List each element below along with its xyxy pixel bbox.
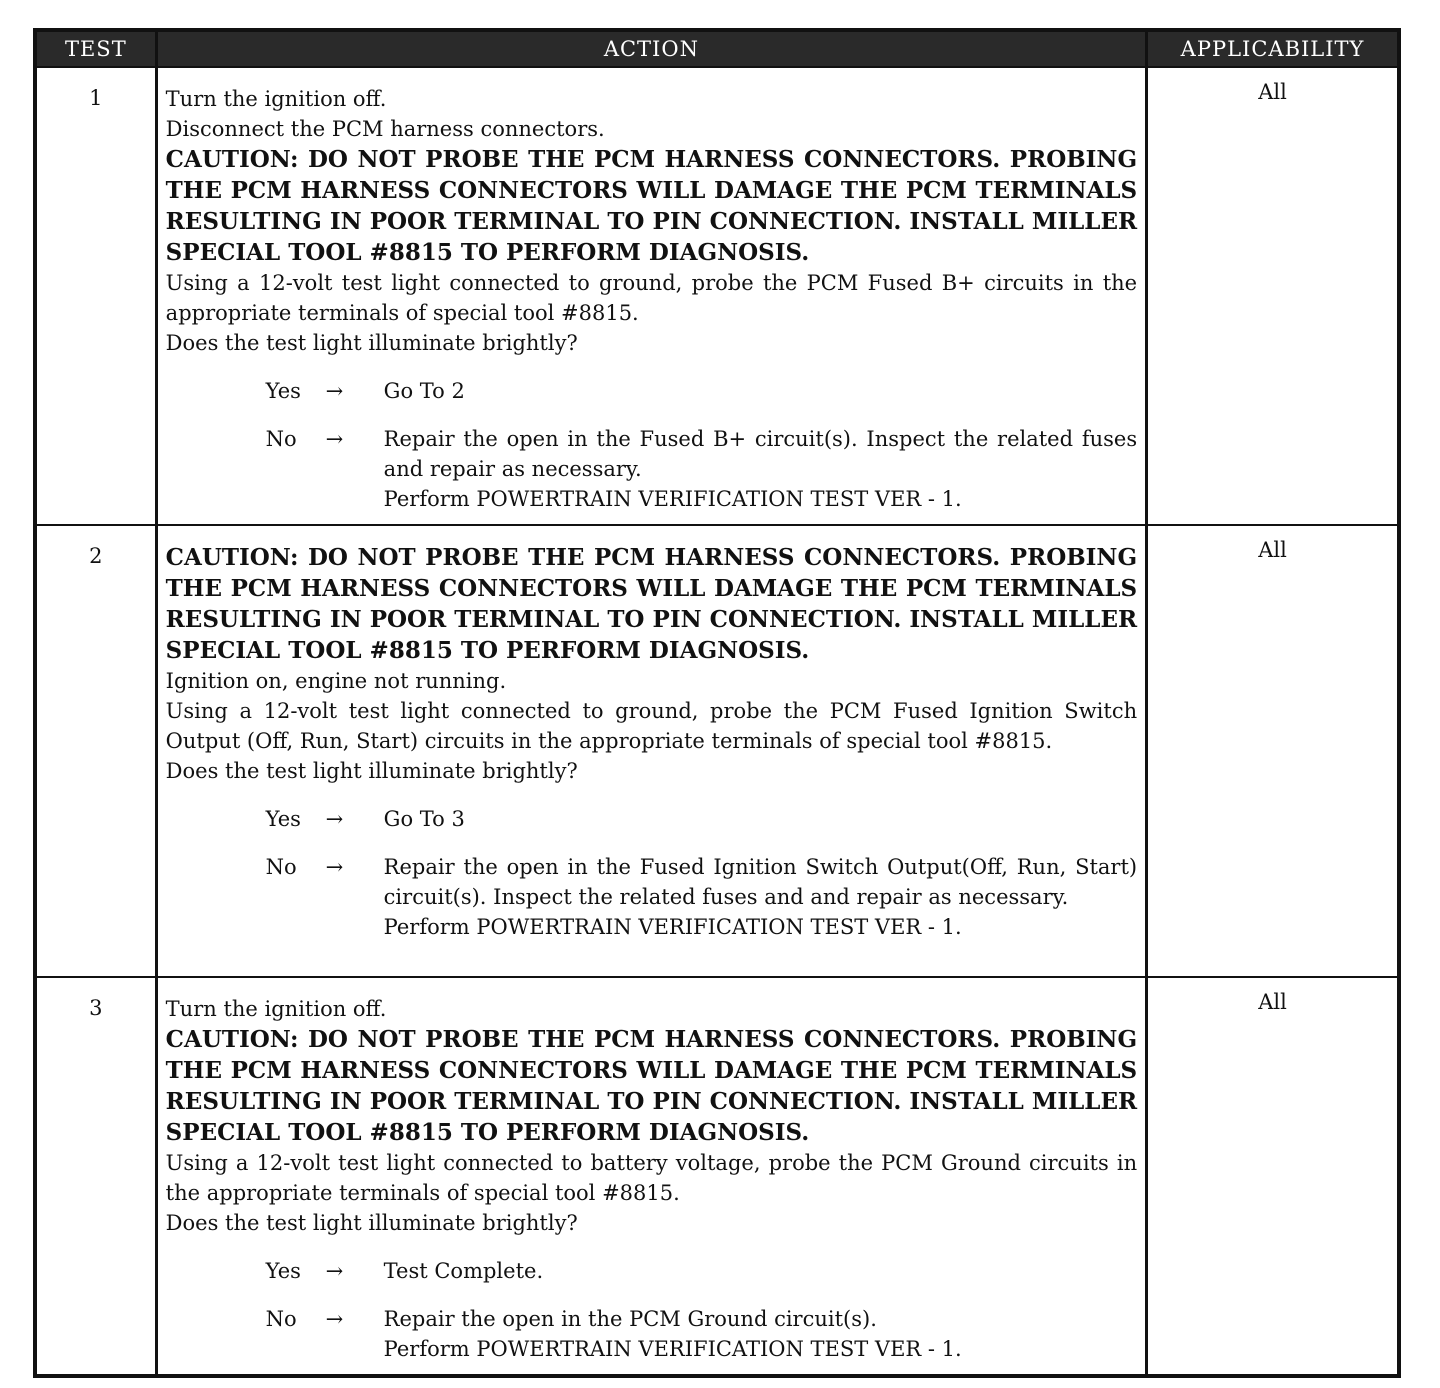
action-cell <box>156 67 1146 525</box>
question-text: Does the test light illuminate brightly? <box>165 1211 578 1235</box>
action-step: Using a 12-volt test light connected to ground, probe the PCM Fused B+ circuits in the appropriate terminals of special tool #8815. <box>165 271 1138 325</box>
outcome-yes <box>166 1256 1137 1286</box>
action-step: Turn the ignition off. <box>165 997 387 1021</box>
result-line: Repair the open in the PCM Ground circuit(s). <box>383 1307 877 1331</box>
yes-label: Yes <box>265 379 301 403</box>
action-step: Using a 12-volt test light connected to battery voltage, probe the PCM Ground circuits in the appropriate terminals of special tool #8815. <box>165 1151 1138 1205</box>
outcome-yes <box>166 804 1137 834</box>
applicability-value: All <box>1147 525 1399 977</box>
no-result <box>384 424 1137 514</box>
test-number: 1 <box>35 67 156 525</box>
outcome-list <box>166 376 1137 514</box>
result-line: Perform POWERTRAIN VERIFICATION TEST VER - 1. <box>383 487 962 511</box>
test-row <box>35 67 1399 525</box>
result-line: Go To 2 <box>383 379 465 403</box>
right-arrow-icon: → <box>325 427 344 451</box>
no-label: No <box>265 855 297 879</box>
outcome-list <box>166 1256 1137 1364</box>
outcome-no <box>166 852 1137 942</box>
right-arrow-icon: → <box>325 379 344 403</box>
action-step: Ignition on, engine not running. <box>165 669 507 693</box>
applicability-value: All <box>1147 977 1399 1376</box>
diagnostic-test-table <box>33 28 1401 1378</box>
question-text: Does the test light illuminate brightly? <box>165 331 578 355</box>
header-applicability: APPLICABILITY <box>1147 30 1399 67</box>
caution-text: CAUTION: DO NOT PROBE THE PCM HARNESS CONNECTORS. PROBING THE PCM HARNESS CONNECTORS WILL DAMAGE THE PCM TERMINALS RESULTING IN POOR TERMINAL TO PIN CONNECTION. INSTALL MILLER SPECIAL TOOL #8815 TO PERFORM DIAGNOSIS. <box>165 146 1138 266</box>
outcome-no <box>166 1304 1137 1364</box>
result-line: Test Complete. <box>383 1259 544 1283</box>
test-row <box>35 525 1399 977</box>
right-arrow-icon: → <box>325 807 344 831</box>
outcome-no <box>166 424 1137 514</box>
applicability-value: All <box>1147 67 1399 525</box>
test-row <box>35 977 1399 1376</box>
result-line: Repair the open in the Fused B+ circuit(s). Inspect the related fuses and repair as necessary. <box>383 427 1138 481</box>
question-text: Does the test light illuminate brightly? <box>165 759 578 783</box>
yes-label: Yes <box>265 807 301 831</box>
action-cell <box>156 977 1146 1376</box>
yes-result <box>384 376 1137 406</box>
no-result <box>384 852 1137 942</box>
no-label: No <box>265 427 297 451</box>
right-arrow-icon: → <box>325 855 344 879</box>
result-line: Go To 3 <box>383 807 465 831</box>
caution-text: CAUTION: DO NOT PROBE THE PCM HARNESS CONNECTORS. PROBING THE PCM HARNESS CONNECTORS WILL DAMAGE THE PCM TERMINALS RESULTING IN POOR TERMINAL TO PIN CONNECTION. INSTALL MILLER SPECIAL TOOL #8815 TO PERFORM DIAGNOSIS. <box>165 544 1138 664</box>
action-step: Using a 12-volt test light connected to ground, probe the PCM Fused Ignition Switch Output (Off, Run, Start) circuits in the appropriate terminals of special tool #8815. <box>165 699 1138 753</box>
yes-label: Yes <box>265 1259 301 1283</box>
outcome-yes <box>166 376 1137 406</box>
right-arrow-icon: → <box>325 1307 344 1331</box>
result-line: Perform POWERTRAIN VERIFICATION TEST VER - 1. <box>383 1337 962 1361</box>
no-result <box>384 1304 1137 1364</box>
caution-text: CAUTION: DO NOT PROBE THE PCM HARNESS CONNECTORS. PROBING THE PCM HARNESS CONNECTORS WILL DAMAGE THE PCM TERMINALS RESULTING IN POOR TERMINAL TO PIN CONNECTION. INSTALL MILLER SPECIAL TOOL #8815 TO PERFORM DIAGNOSIS. <box>165 1026 1138 1146</box>
action-cell <box>156 525 1146 977</box>
table-header-row <box>35 30 1399 67</box>
header-action: ACTION <box>156 30 1146 67</box>
test-number: 3 <box>35 977 156 1376</box>
header-test: TEST <box>35 30 156 67</box>
action-step: Disconnect the PCM harness connectors. <box>165 117 605 141</box>
action-step: Turn the ignition off. <box>165 87 387 111</box>
outcome-list <box>166 804 1137 942</box>
right-arrow-icon: → <box>325 1259 344 1283</box>
result-line: Repair the open in the Fused Ignition Switch Output(Off, Run, Start) circuit(s). Inspect the related fuses and and repair as necessary. <box>383 855 1138 909</box>
yes-result <box>384 804 1137 834</box>
no-label: No <box>265 1307 297 1331</box>
test-number: 2 <box>35 525 156 977</box>
result-line: Perform POWERTRAIN VERIFICATION TEST VER - 1. <box>383 915 962 939</box>
yes-result <box>384 1256 1137 1286</box>
